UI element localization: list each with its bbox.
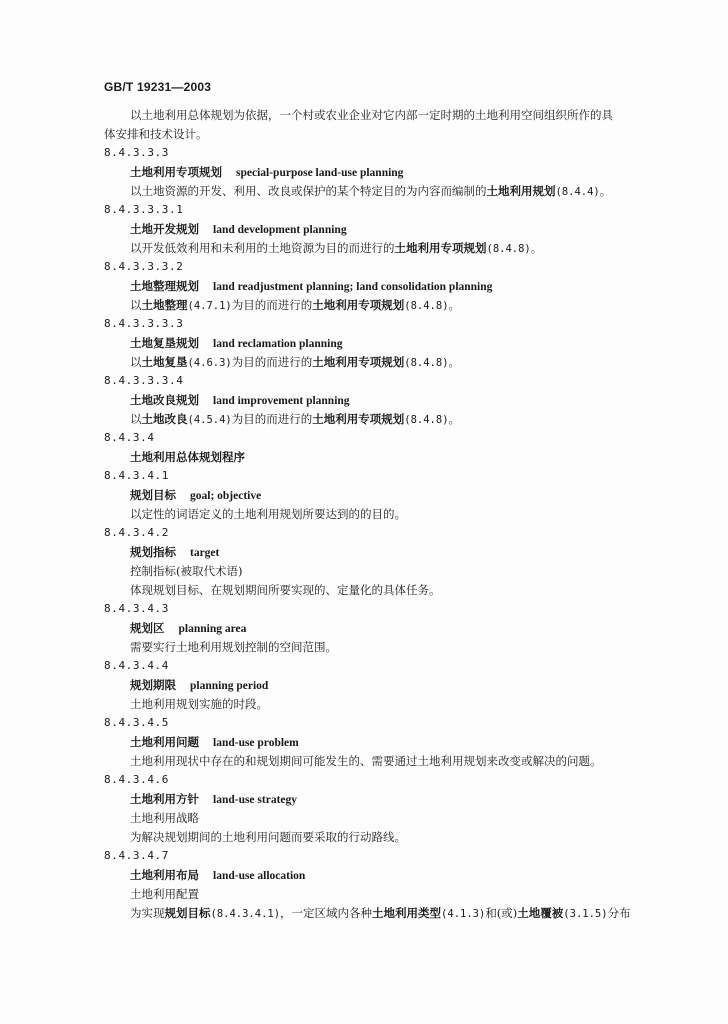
definition-line	[130, 583, 441, 597]
term-english: land-use strategy	[213, 794, 298, 806]
term-chinese: 规划区	[130, 621, 165, 635]
term-link: 规划目标	[164, 906, 211, 920]
definition-text: 。	[530, 241, 543, 255]
clause-number	[104, 773, 169, 787]
definition-line	[130, 184, 611, 199]
definition-text: 以开发低效利用和未利用的土地资源为目的而进行的	[130, 241, 395, 255]
definition-line	[130, 830, 406, 844]
term-link: 土地利用专项规划	[394, 241, 487, 255]
term-english: land-use problem	[213, 737, 299, 749]
term-chinese: 土地利用布局	[130, 868, 199, 882]
term-heading	[130, 450, 245, 464]
definition-text: 以	[130, 355, 142, 369]
term-english: land readjustment planning; land consolidation planning	[213, 281, 493, 293]
term-chinese: 规划目标	[130, 488, 176, 502]
definition-text: 控制指标(被取代术语)	[130, 564, 243, 578]
definition-text: 为解决规划期间的土地利用问题而要采取的行动路线。	[130, 830, 406, 844]
definition-text: ，一定区域内各种	[280, 906, 373, 920]
term-chinese: 土地开发规划	[130, 222, 199, 236]
term-heading	[130, 336, 343, 351]
term-heading	[130, 393, 350, 408]
definition-text: 以	[130, 298, 142, 312]
definition-line	[130, 887, 199, 901]
term-heading	[130, 735, 299, 750]
clause-number	[104, 849, 169, 863]
definition-line	[130, 412, 460, 427]
term-link: 土地整理	[141, 298, 188, 312]
term-heading	[130, 488, 261, 503]
term-chinese: 土地复垦规划	[130, 336, 199, 350]
term-english: land development planning	[213, 224, 347, 236]
clause-number-text: 8.4.3.4.7	[104, 849, 170, 862]
clause-number-text: 8.4.3.3.3	[104, 146, 170, 159]
standard-id-header: GB/T 19231—2003	[104, 80, 212, 94]
clause-number	[104, 146, 169, 160]
clause-number-text: 8.4.3.4	[104, 431, 155, 444]
definition-line	[130, 906, 631, 921]
clause-reference: (8.4.8)	[486, 243, 531, 255]
definition-line	[130, 640, 337, 654]
clause-number	[104, 602, 169, 616]
term-chinese: 土地利用方针	[130, 792, 199, 806]
intro-line	[130, 108, 613, 122]
clause-number-text: 8.4.3.4.1	[104, 469, 170, 482]
clause-reference: (4.7.1)	[187, 300, 232, 312]
term-link: 土地利用专项规划	[312, 298, 405, 312]
clause-number	[104, 469, 169, 483]
term-english: land-use allocation	[213, 870, 306, 882]
definition-text: 土地利用规划实施的时段。	[130, 697, 268, 711]
definition-line	[130, 298, 460, 313]
term-heading	[130, 621, 246, 636]
definition-text: 为目的而进行的	[231, 298, 313, 312]
term-link: 土地复垦	[141, 355, 188, 369]
term-english: land reclamation planning	[213, 338, 343, 350]
term-heading	[130, 545, 219, 560]
clause-number	[104, 374, 183, 388]
term-heading	[130, 868, 305, 883]
term-chinese: 土地利用专项规划	[130, 165, 222, 179]
clause-number	[104, 317, 183, 331]
term-chinese: 土地利用总体规划程序	[130, 450, 245, 464]
clause-number-text: 8.4.3.4.5	[104, 716, 170, 729]
definition-text: 土地利用配置	[130, 887, 199, 901]
clause-number-text: 8.4.3.4.4	[104, 659, 170, 672]
definition-line	[130, 754, 602, 768]
clause-reference: (4.5.4)	[187, 414, 232, 426]
intro-text: 以土地利用总体规划为依据，一个村或农业企业对它内部一定时期的土地利用空间组织所作的具	[130, 108, 613, 122]
definition-text: 以定性的词语定义的土地利用规划所要达到的的目的。	[130, 507, 406, 521]
clause-number-text: 8.4.3.3.3.4	[104, 374, 184, 387]
term-link: 土地利用类型	[372, 906, 442, 920]
term-heading	[130, 165, 403, 180]
definition-text: 。	[448, 298, 461, 312]
intro-line	[104, 127, 208, 141]
term-heading	[130, 678, 268, 693]
definition-line	[130, 355, 460, 370]
definition-text: 需要实行土地利用规划控制的空间范围。	[130, 640, 337, 654]
term-heading	[130, 279, 492, 294]
clause-reference: (8.4.8)	[404, 414, 449, 426]
definition-text: 为目的而进行的	[231, 412, 313, 426]
term-chinese: 土地整理规划	[130, 279, 199, 293]
clause-reference: (8.4.3.4.1)	[210, 908, 281, 920]
definition-text: 。	[448, 412, 461, 426]
definition-line	[130, 697, 268, 711]
definition-text: 以土地资源的开发、利用、改良或保护的某个特定目的为内容而编制的	[130, 184, 487, 198]
clause-reference: (8.4.8)	[404, 300, 449, 312]
term-english: goal; objective	[190, 490, 262, 502]
definition-line	[130, 564, 242, 578]
term-chinese: 土地利用问题	[130, 735, 199, 749]
term-chinese: 规划指标	[130, 545, 176, 559]
clause-reference: (3.1.5)	[563, 908, 608, 920]
definition-text: 以	[130, 412, 142, 426]
clause-reference: (8.4.8)	[404, 357, 449, 369]
term-link: 土地利用专项规划	[312, 355, 405, 369]
clause-number-text: 8.4.3.3.3.1	[104, 203, 184, 216]
intro-text: 体安排和技术设计。	[104, 127, 208, 141]
definition-text: 和(或)	[485, 906, 518, 920]
term-english: special-purpose land-use planning	[236, 167, 404, 179]
clause-number-text: 8.4.3.4.2	[104, 526, 170, 539]
clause-number-text: 8.4.3.4.3	[104, 602, 170, 615]
term-english: planning period	[190, 680, 269, 692]
clause-number-text: 8.4.3.3.3.2	[104, 260, 184, 273]
clause-number	[104, 526, 169, 540]
clause-number-text: 8.4.3.4.6	[104, 773, 170, 786]
definition-line	[130, 507, 406, 521]
term-chinese: 土地改良规划	[130, 393, 199, 407]
clause-number	[104, 659, 169, 673]
definition-text: 为目的而进行的	[231, 355, 313, 369]
definition-text: 。	[599, 184, 612, 198]
term-heading	[130, 792, 297, 807]
clause-reference: (8.4.4)	[555, 186, 600, 198]
clause-number	[104, 260, 183, 274]
term-link: 土地利用规划	[486, 184, 556, 198]
term-heading	[130, 222, 347, 237]
term-english: planning area	[178, 623, 247, 635]
term-chinese: 规划期限	[130, 678, 176, 692]
definition-text: 土地利用战略	[130, 811, 199, 825]
term-english: land improvement planning	[213, 395, 350, 407]
definition-text: 分布	[607, 906, 631, 920]
definition-line	[130, 241, 542, 256]
definition-line	[130, 811, 199, 825]
clause-reference: (4.1.3)	[441, 908, 486, 920]
definition-text: 土地利用现状中存在的和规划期间可能发生的、需要通过土地利用规划来改变或解决的问题。	[130, 754, 602, 768]
clause-number	[104, 431, 155, 445]
clause-number	[104, 203, 183, 217]
clause-number-text: 8.4.3.3.3.3	[104, 317, 184, 330]
term-link: 土地改良	[141, 412, 188, 426]
clause-reference: (4.6.3)	[187, 357, 232, 369]
clause-number	[104, 716, 169, 730]
term-link: 土地利用专项规划	[312, 412, 405, 426]
definition-text: 。	[448, 355, 461, 369]
definition-text: 体现规划目标、在规划期间所要实现的、定量化的具体任务。	[130, 583, 441, 597]
definition-text: 为实现	[130, 906, 165, 920]
term-link: 土地覆被	[517, 906, 564, 920]
term-english: target	[190, 547, 220, 559]
